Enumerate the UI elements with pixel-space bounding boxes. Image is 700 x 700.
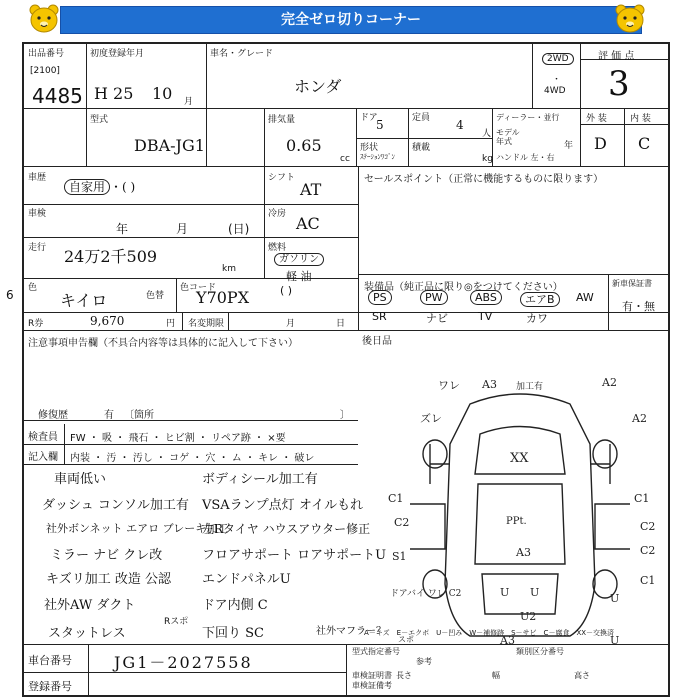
year-unit: 年 — [564, 141, 574, 151]
month-unit: 月 — [184, 97, 194, 107]
equipment-airbag: エアB — [520, 291, 560, 307]
model-year-label: モデル年式 — [496, 128, 520, 146]
warranty-value: 有・無 — [622, 300, 655, 313]
inspector-label: 検査員 — [28, 432, 58, 443]
equipment-aw: AW — [576, 291, 594, 304]
drive-2wd: 2WD — [542, 54, 574, 64]
notes-label: 注意事項申告欄（不具合内容等は具体的に記入して下さい） — [28, 338, 298, 349]
dealer-label: ディーラー・並行 — [496, 113, 560, 122]
remark-left: 社外AW ダクト — [44, 598, 136, 613]
diagram-mark: U — [610, 634, 620, 644]
shift-value: AT — [300, 180, 322, 199]
reference-label: 参考 — [416, 657, 432, 666]
diagram-mark: XX — [510, 451, 529, 466]
diagram-mark: U — [530, 586, 540, 599]
equipment-pw: PW — [420, 291, 448, 304]
equipment-abs: ABS — [470, 291, 502, 304]
doors-value: 5 — [376, 118, 384, 132]
remark-left: 車両低い — [54, 472, 107, 487]
fuel-gasoline: ガソリン — [274, 250, 324, 265]
diagram-mark: ワレ — [438, 379, 460, 392]
grade-label: 評 価 点 — [598, 51, 635, 62]
fuel-label: 燃料 — [268, 243, 287, 253]
height-label: 高さ — [574, 671, 590, 680]
diagram-mark: 加工有 — [516, 382, 544, 392]
color-swap-label: 色替 — [146, 291, 165, 301]
name-grade-label: 車名・グレード — [210, 49, 274, 59]
remark-sub-tag: Rスポ — [164, 617, 189, 627]
displacement-unit: cc — [340, 154, 350, 164]
color-label: 色 — [28, 283, 38, 293]
diagram-mark: A3 — [500, 634, 515, 644]
back-seat-label: 後日品 — [362, 336, 392, 347]
chassis-value: JG1－2027558 — [114, 653, 253, 672]
ac-value: AC — [296, 214, 320, 233]
cert-note-label: 車検証備考 — [352, 681, 392, 690]
exterior-value: D — [594, 134, 607, 153]
lot-number: 4485 — [32, 84, 83, 108]
lot-code: [2100] — [30, 66, 60, 76]
equipment-ps: PS — [368, 291, 392, 304]
bear-mascot-icon — [612, 2, 648, 36]
history-value: 自家用 ・( ) — [64, 178, 135, 195]
remark-left: スタットレス — [48, 626, 126, 641]
remark-right: 下回り SC — [202, 626, 264, 641]
capacity-label: 定員 — [412, 113, 431, 123]
registration-label: 登録番号 — [28, 680, 72, 693]
remark-left: キズリ加工 改造 公認 — [46, 572, 172, 587]
remark-right: 社外マフラー？ — [316, 626, 386, 637]
inspector-field-label: 記入欄 — [28, 452, 58, 463]
remark-right: VSAランプ点灯 オイルもれ — [202, 498, 364, 513]
shift-label: シフト — [268, 173, 296, 183]
first-reg-year: H 25 — [94, 84, 134, 103]
remark-right: エンドパネルU — [202, 572, 291, 587]
width-label: 幅 — [492, 671, 500, 680]
diagram-mark: U — [500, 586, 510, 599]
equipment-tv: TV — [478, 310, 493, 323]
inspector-row1: FW ・ 吸 ・ 飛石 ・ ヒビ割 ・ リペア跡 ・ ×要 — [70, 433, 286, 444]
equipment-leather: カワ — [526, 312, 548, 325]
inspection-year: 年 — [116, 222, 129, 236]
repair-label: 修復歴 — [38, 410, 68, 421]
equipment-navi: ナビ — [426, 312, 448, 325]
diagram-mark: PPt. — [506, 516, 527, 527]
load-label: 積載 — [412, 143, 431, 153]
name-change-label: 名変期限 — [188, 319, 225, 329]
inspection-month: 月 — [176, 222, 189, 236]
diagram-mark: C2 — [640, 544, 656, 557]
remark-right: 左Rタイヤ ハウスアウター修正 — [202, 522, 371, 536]
shape-label: 形状 — [360, 143, 379, 153]
warranty-label: 新車保証書 — [612, 279, 652, 288]
capacity-value: 4 — [456, 118, 464, 132]
diagram-mark: A2 — [632, 412, 647, 425]
drive-4wd: 4WD — [544, 86, 566, 96]
class-number-label: 類別区分番号 — [516, 647, 564, 656]
handle-label: ハンドル 左・右 — [496, 153, 555, 162]
diagram-mark: スポ — [398, 635, 414, 644]
exterior-label: 外 装 — [586, 114, 607, 124]
displacement-label: 排気量 — [268, 115, 296, 125]
diagram-mark: C1 — [634, 492, 650, 505]
inspector-row2: 内装 ・ 汚 ・ 汚し ・ コゲ ・ 穴 ・ ム ・ キレ ・ 破レ — [70, 453, 315, 464]
diagram-mark: C2 — [394, 516, 410, 529]
fuel-paren: ( ) — [280, 284, 293, 297]
diagram-mark: ドアバイ ワレ C2 — [390, 589, 462, 599]
history-label: 車歴 — [28, 173, 47, 183]
recycle-label: R券 — [28, 319, 44, 329]
diagram-mark: C1 — [388, 492, 404, 505]
car-damage-diagram — [370, 374, 670, 644]
banner-title: 完全ゼロ切りコーナー — [60, 6, 642, 34]
remark-right: ドア内側 C — [202, 598, 268, 613]
remark-left: ミラー ナビ クレ改 — [50, 548, 163, 563]
auction-sheet — [6, 42, 670, 697]
fuel-diesel: 軽 油 — [286, 270, 312, 283]
diagram-mark: ズレ — [420, 412, 442, 425]
mileage-label: 走行 — [28, 243, 47, 253]
lot-label: 出品番号 — [28, 49, 65, 59]
model-value: DBA-JG1 — [134, 136, 205, 155]
mileage-value: 24万2千509 — [64, 247, 158, 266]
car-name: ホンダ — [294, 77, 342, 96]
remark-right: フロアサポート ロアサポートU — [202, 548, 387, 563]
diagram-mark: U2 — [520, 610, 537, 623]
drive-dot: ・ — [552, 75, 562, 85]
doors-label: ドア — [360, 113, 378, 123]
diagram-mark: S1 — [392, 550, 407, 563]
capacity-unit: 人 — [482, 129, 492, 139]
diagram-mark: U — [610, 592, 620, 605]
inspection-label: 車検 — [28, 209, 47, 219]
interior-label: 内 装 — [630, 114, 651, 124]
name-change-day: 日 — [336, 319, 346, 329]
remark-left: ダッシュ コンソル加工有 — [42, 498, 189, 513]
repair-value: 有 — [104, 410, 114, 421]
remark-left: 社外ボンネット エアロ ブレーキ加工 — [46, 522, 229, 535]
name-change-month: 月 — [286, 319, 296, 329]
first-reg-month: 10 — [152, 84, 173, 103]
chassis-label: 車台番号 — [28, 654, 72, 667]
diagram-mark: C2 — [640, 520, 656, 533]
color-code-label: 色コード — [180, 283, 217, 293]
grade-value: 3 — [608, 64, 630, 104]
type-number-label: 型式指定番号 — [352, 647, 400, 656]
diagram-mark: A3 — [516, 546, 531, 559]
repair-place: 〔箇所 — [124, 410, 154, 421]
ac-label: 冷房 — [268, 209, 287, 219]
recycle-unit: 円 — [166, 319, 176, 329]
repair-close: 〕 — [340, 410, 350, 421]
diagram-mark: C1 — [640, 574, 656, 587]
color-code-value: Y70PX — [196, 288, 250, 307]
cert-label: 車検証明書 — [352, 671, 392, 680]
color-value: キイロ — [60, 291, 108, 310]
first-reg-label: 初度登録年月 — [90, 49, 145, 59]
side-mark: 6 — [6, 288, 14, 302]
diagram-mark: A3 — [482, 378, 497, 391]
inspection-day: (日) — [228, 222, 250, 236]
recycle-value: 9,670 — [90, 314, 125, 328]
mileage-unit: km — [222, 264, 236, 274]
displacement-value: 0.65 — [286, 136, 322, 155]
bear-mascot-icon — [26, 2, 62, 36]
interior-value: C — [638, 134, 651, 153]
remark-right: ボディシール加工有 — [202, 472, 318, 487]
load-unit: kg — [482, 154, 493, 164]
damage-legend: A－キズ E－エクボ U－凹み W－補修跡 S－サビ C－腐食 XX－交換済 — [364, 629, 615, 637]
diagram-mark: A2 — [602, 376, 617, 389]
sales-point-label: セールスポイント（正常に機能するものに限ります） — [364, 174, 604, 185]
equipment-label: 装備品（純正品に限り◎をつけてください） — [364, 282, 563, 293]
banner — [0, 0, 700, 38]
shape-value: ｽﾃｰｼｮﾝﾜｺﾞﾝ — [360, 153, 395, 161]
length-label: 長さ — [396, 671, 412, 680]
model-label: 型式 — [90, 115, 109, 125]
equipment-sr: SR — [372, 310, 387, 323]
